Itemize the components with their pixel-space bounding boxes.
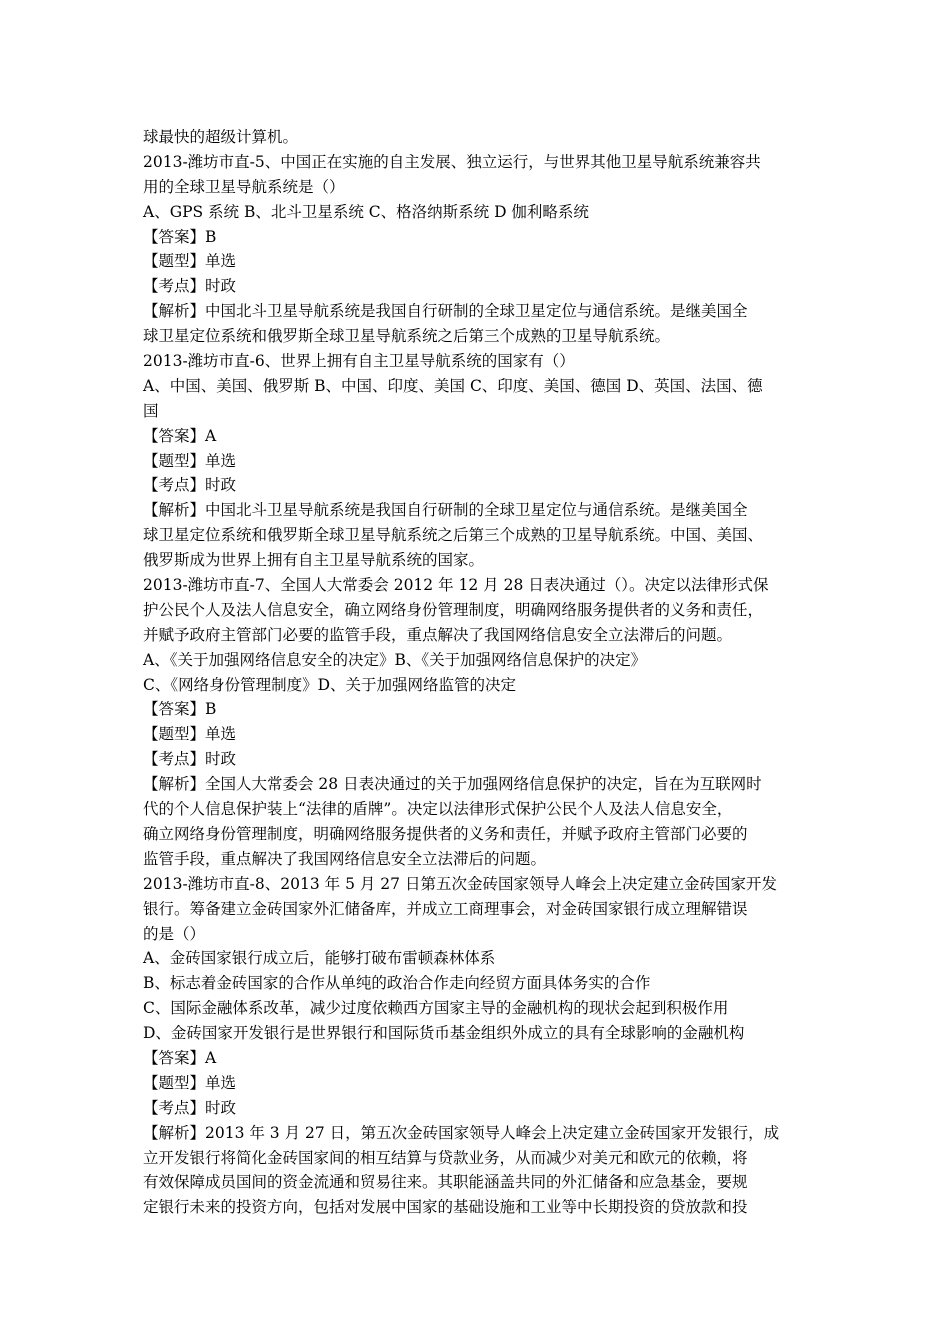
question-6-topic: 【考点】时政 <box>143 476 237 495</box>
question-5-analysis: 【解析】中国北斗卫星导航系统是我国自行研制的全球卫星定位与通信系统。是继美国全 <box>143 302 748 321</box>
question-6-analysis: 【解析】中国北斗卫星导航系统是我国自行研制的全球卫星定位与通信系统。是继美国全 <box>143 501 748 520</box>
question-7-options-cont: C、《网络身份管理制度》D、关于加强网络监管的决定 <box>143 675 517 694</box>
question-7-analysis-cont: 确立网络身份管理制度，明确网络服务提供者的义务和责任，并赋予政府主管部门必要的 <box>143 824 748 843</box>
question-8-stem-cont: 的是（） <box>143 924 206 943</box>
question-6-options-cont: 国 <box>143 401 159 420</box>
question-8-option-c: C、国际金融体系改革，减少过度依赖西方国家主导的金融机构的现状会起到积极作用 <box>143 999 729 1018</box>
text-line: 球最快的超级计算机。 <box>143 128 299 146</box>
question-8-analysis-cont: 有效保障成员国间的资金流通和贸易往来。其职能涵盖共同的外汇储备和应急基金，要规 <box>143 1173 748 1192</box>
question-8-analysis-cont: 立开发银行将简化金砖国家间的相互结算与贷款业务，从而减少对美元和欧元的依赖，将 <box>143 1148 748 1167</box>
question-8-stem: 2013-潍坊市直-8、2013 年 5 月 27 日第五次金砖国家领导人峰会上决定建立金砖国家开发 <box>143 874 777 893</box>
question-7-stem-cont: 护公民个人及法人信息安全，确立网络身份管理制度，明确网络服务提供者的义务和责任， <box>143 600 764 619</box>
question-6-analysis-cont: 球卫星定位系统和俄罗斯全球卫星导航系统之后第三个成熟的卫星导航系统。中国、美国、 <box>143 526 764 545</box>
question-6-options: A、中国、美国、俄罗斯 B、中国、印度、美国 C、印度、美国、德国 D、英国、法国、德 <box>143 376 763 395</box>
question-6-answer: 【答案】A <box>143 426 217 445</box>
question-8-option-b: B、标志着金砖国家的合作从单纯的政治合作走向经贸方面具体务实的合作 <box>143 974 651 993</box>
question-5-analysis-cont: 球卫星定位系统和俄罗斯全球卫星导航系统之后第三个成熟的卫星导航系统。 <box>143 327 671 346</box>
question-7-type: 【题型】单选 <box>143 725 237 744</box>
question-8-analysis: 【解析】2013 年 3 月 27 日，第五次金砖国家领导人峰会上决定建立金砖国家开发银行，成 <box>143 1123 780 1142</box>
question-7-analysis: 【解析】全国人大常委会 28 日表决通过的关于加强网络信息保护的决定，旨在为互联网时 <box>143 775 762 794</box>
question-7-stem-cont: 并赋予政府主管部门必要的监管手段，重点解决了我国网络信息安全立法滞后的问题。 <box>143 625 733 644</box>
question-7-analysis-cont: 代的个人信息保护装上“法律的盾牌”。决定以法律形式保护公民个人及法人信息安全， <box>143 800 733 819</box>
question-5-type: 【题型】单选 <box>143 252 237 271</box>
question-5-options: A、GPS 系统 B、北斗卫星系统 C、格洛纳斯系统 D 伽利略系统 <box>143 202 589 221</box>
question-8-topic: 【考点】时政 <box>143 1098 237 1117</box>
question-8-stem-cont: 银行。筹备建立金砖国家外汇储备库，并成立工商理事会，对金砖国家银行成立理解错误 <box>143 899 748 918</box>
question-5-stem-cont: 用的全球卫星导航系统是（） <box>143 177 345 196</box>
question-5-answer: 【答案】B <box>143 227 217 246</box>
document-body <box>143 125 813 1220</box>
question-8-option-a: A、金砖国家银行成立后，能够打破布雷顿森林体系 <box>143 949 496 968</box>
question-6-analysis-cont: 俄罗斯成为世界上拥有自主卫星导航系统的国家。 <box>143 551 485 570</box>
question-7-topic: 【考点】时政 <box>143 750 237 769</box>
question-7-stem: 2013-潍坊市直-7、全国人大常委会 2012 年 12 月 28 日表决通过（）。决定以法律形式保 <box>143 576 769 595</box>
question-7-options: A、《关于加强网络信息安全的决定》B、《关于加强网络信息保护的决定》 <box>143 650 647 669</box>
question-5-stem: 2013-潍坊市直-5、中国正在实施的自主发展、独立运行，与世界其他卫星导航系统兼容共 <box>143 152 761 171</box>
question-8-answer: 【答案】A <box>143 1048 217 1067</box>
question-8-type: 【题型】单选 <box>143 1073 237 1092</box>
question-6-type: 【题型】单选 <box>143 451 237 470</box>
question-6-stem: 2013-潍坊市直-6、世界上拥有自主卫星导航系统的国家有（） <box>143 352 575 371</box>
question-8-option-d: D、金砖国家开发银行是世界银行和国际货币基金组织外成立的具有全球影响的金融机构 <box>143 1024 745 1043</box>
question-8-analysis-cont: 定银行未来的投资方向，包括对发展中国家的基础设施和工业等中长期投资的贷放款和投 <box>143 1198 748 1217</box>
question-7-answer: 【答案】B <box>143 700 217 719</box>
question-7-analysis-cont: 监管手段，重点解决了我国网络信息安全立法滞后的问题。 <box>143 849 547 868</box>
question-5-topic: 【考点】时政 <box>143 277 237 296</box>
